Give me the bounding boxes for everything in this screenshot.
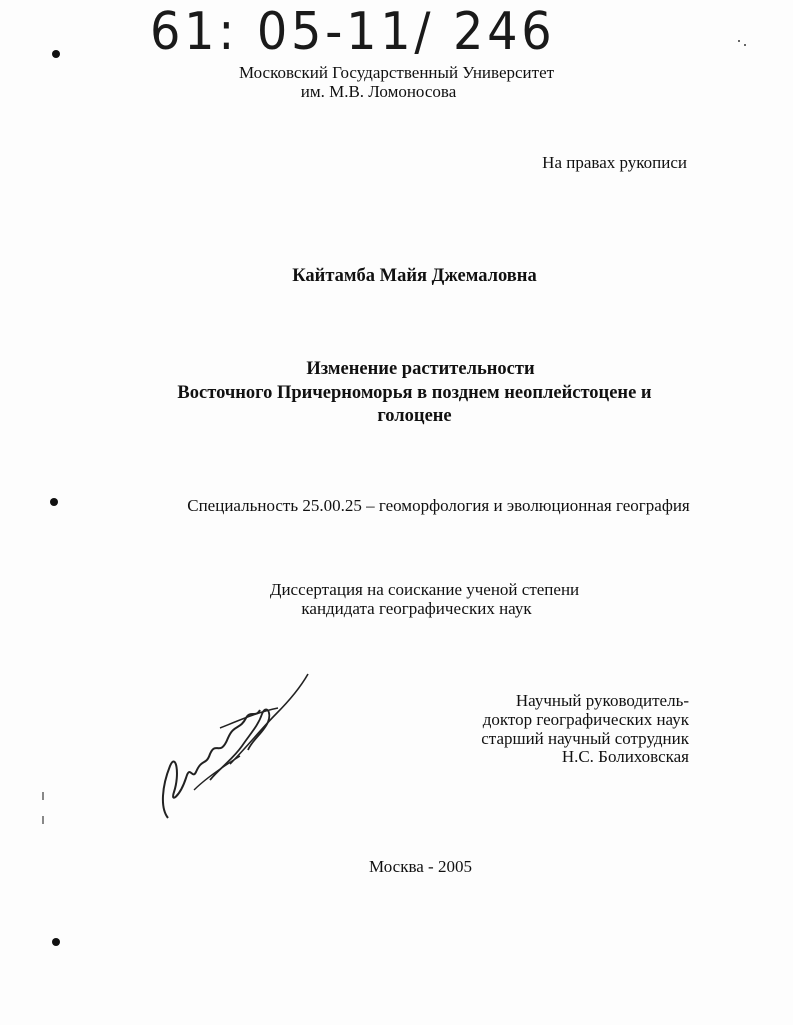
place-year: Москва - 2005: [369, 857, 472, 876]
thesis-title-line3: голоцене: [377, 406, 452, 426]
author-name: Кайтамба Майя Джемаловна: [292, 266, 537, 286]
manuscript-note: На правах рукописи: [542, 153, 687, 172]
thesis-title-line2: Восточного Причерноморья в позднем неоплейстоцене и: [177, 383, 652, 403]
supervisor-title: Научный руководитель-: [515, 691, 689, 710]
scan-dot-icon: [52, 938, 60, 946]
scan-speck-icon: [738, 40, 740, 42]
supervisor-position: старший научный сотрудник: [481, 729, 689, 748]
dissertation-line2: кандидата географических наук: [301, 599, 532, 618]
supervisor-name: Н.С. Болиховская: [561, 747, 689, 766]
specialty-line: Специальность 25.00.25 – геоморфология и эволюционная география: [187, 496, 690, 515]
scan-speck-icon: [744, 44, 746, 46]
dissertation-line1: Диссертация на соискание ученой степени: [269, 580, 580, 599]
archive-code-handwritten: 61: 05-11/ 246: [150, 2, 556, 62]
university-name: Московский Государственный Университет: [238, 63, 555, 82]
scan-dot-icon: [52, 50, 60, 58]
thesis-title-line1: Изменение растительности: [306, 359, 535, 379]
scan-mark-icon: [42, 816, 44, 824]
supervisor-degree: доктор географических наук: [482, 710, 689, 729]
university-name-suffix: им. М.В. Ломоносова: [300, 82, 457, 101]
handwritten-signature-icon: [150, 668, 320, 828]
scan-mark-icon: [42, 792, 44, 800]
